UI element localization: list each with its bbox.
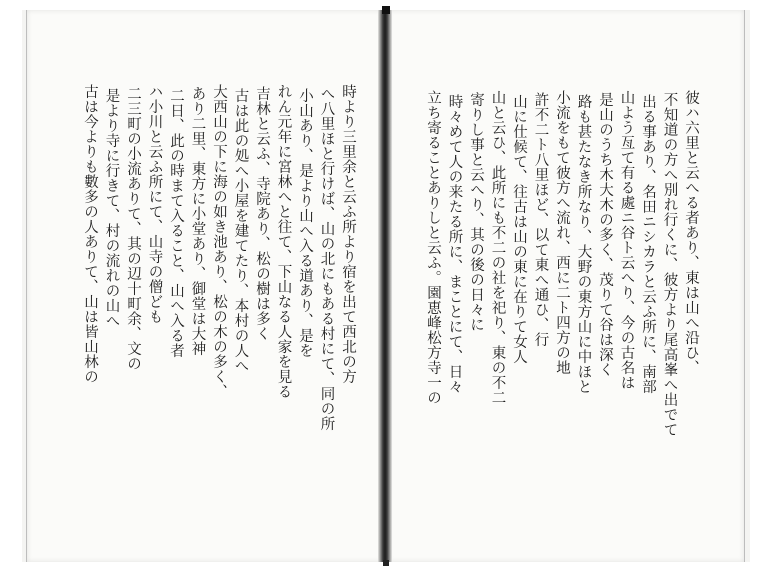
text-column: 古は此の処へ小屋を建てたり、本村の人へ bbox=[232, 88, 249, 373]
text-column: 二日、此の時まて入ること、山へ入る者 bbox=[168, 88, 184, 358]
text-column: 吉林と云ふ、寺院あり、松の樹は多く bbox=[254, 86, 270, 341]
text-column: 不知道の方へ別れ行くに、彼方より尾高峯へ出でて bbox=[661, 92, 678, 437]
text-column: 出る事あり、名田ニシカラと云ふ所に、南部 bbox=[640, 94, 656, 394]
text-column: 寄りし事と云へり、其の後の日々に bbox=[468, 92, 484, 332]
text-column: 許不二ト八里ほど、以て東へ通ひ、行 bbox=[532, 92, 549, 347]
text-column: れん元年に宮林へと往て、下山なる人家を見る bbox=[275, 84, 292, 399]
text-column: 小山あり、是より山へ入る道あり、是を bbox=[297, 88, 313, 358]
text-column: あり二里、東方に小堂あり、御堂は大神 bbox=[189, 86, 206, 356]
text-column: 路も甚たなき所なり、大野の東方山に中ほと bbox=[575, 94, 592, 394]
text-column: 時々めて人の来たる所に、まことにて、日々 bbox=[446, 94, 463, 394]
text-column: 山に仕候て、往古は山の東に在りて女人 bbox=[511, 94, 527, 364]
right-page bbox=[388, 10, 745, 562]
text-column: 山よう亙て有る處ニ谷ト云へり、今の古名は bbox=[618, 90, 635, 390]
text-column: 時より三里余と云ふ所より宿を出て西北の方 bbox=[340, 84, 356, 384]
text-column: 彼ハ六里と云へる者あり、東は山へ沿ひ、 bbox=[683, 90, 699, 375]
left-page bbox=[26, 10, 383, 562]
text-column: 大西山の下に海の如き池あり、松の木の多く、 bbox=[211, 84, 227, 399]
text-column: 古は今よりも數多の人ありて、山は皆山林の bbox=[82, 84, 98, 384]
book-spread bbox=[22, 10, 750, 562]
text-column: ハ小川と云ふ所にて、山寺の僧ども bbox=[146, 84, 163, 324]
text-column: 是より寺に行きて、村の流れの山へ bbox=[103, 88, 120, 328]
book-gutter bbox=[378, 10, 392, 562]
text-column: へ八里ほと行けば、山の北にもある村にて、同の所 bbox=[318, 86, 335, 431]
binding-tab-bottom bbox=[383, 560, 389, 566]
text-column: 是山のうち木大木の多く、茂りて谷は深く bbox=[597, 92, 613, 377]
text-column: 二三町の小流ありて、其の辺十町余、文の bbox=[125, 86, 141, 371]
text-column: 山と云ひ、此所にも不二の社を祀り、東の不二 bbox=[489, 90, 506, 405]
binding-tab-top bbox=[382, 6, 390, 14]
text-column: 立ち寄ることありしと云ふ。園恵峰松方寺一の bbox=[425, 90, 441, 405]
text-column: 小流をもて彼方へ流れ、西に二ト四方の地 bbox=[554, 90, 570, 375]
